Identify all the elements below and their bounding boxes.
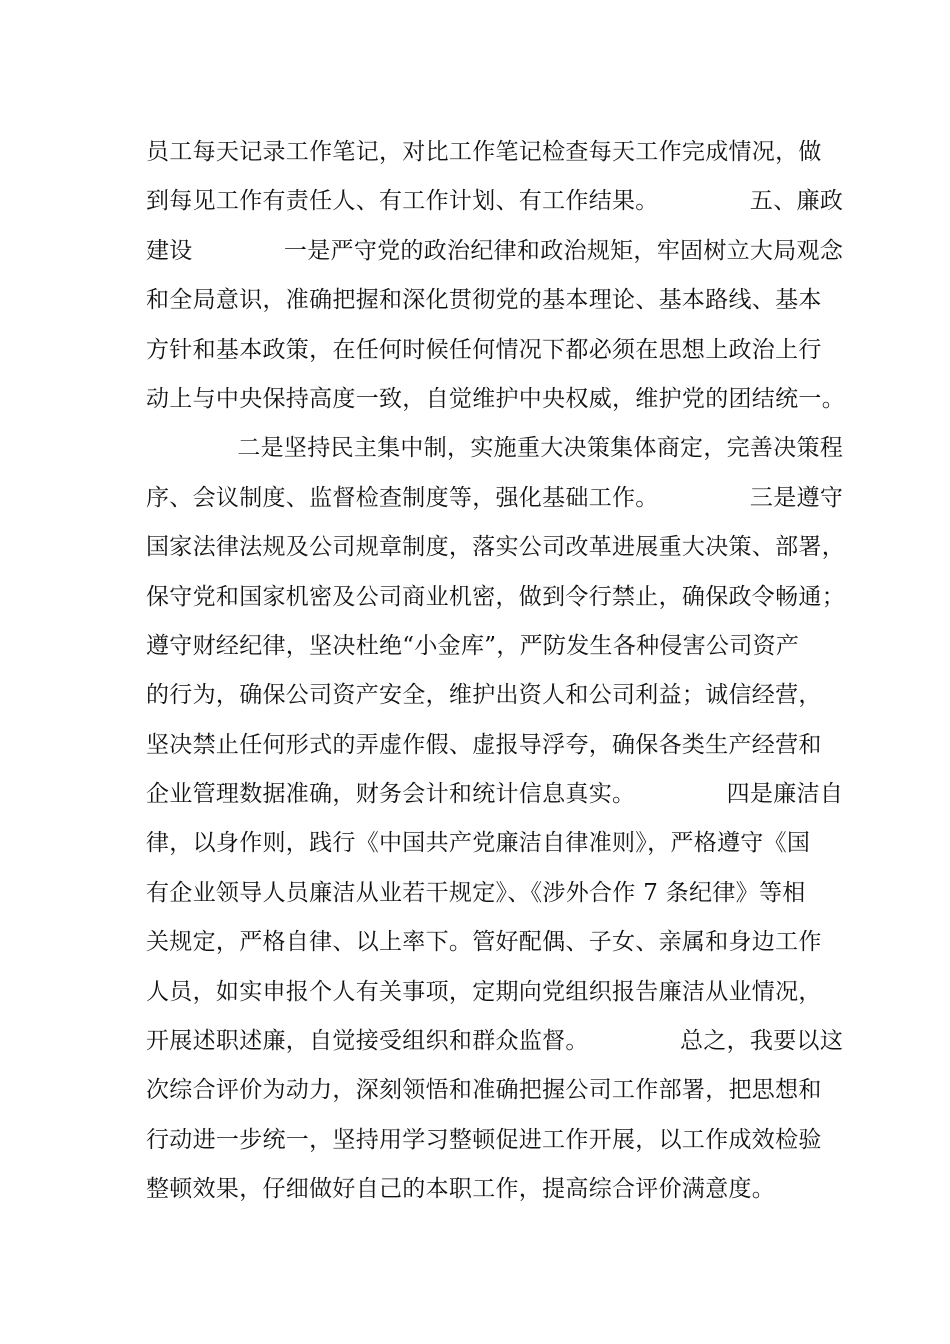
text-line: 员工每天记录工作笔记，对比工作笔记检查每天工作完成情况，做: [146, 139, 822, 165]
text-line: 动上与中央保持高度一致，自觉维护中央权威，维护党的团结统一。: [146, 385, 845, 412]
text-line: 序、会议制度、监督检查制度等，强化基础工作。 三是遵守: [146, 484, 844, 511]
text-line: 人员，如实申报个人有关事项，定期向党组织报告廉洁从业情况，: [146, 978, 822, 1005]
text-line: 开展述职述廉，自觉接受组织和群众监督。 总之，我要以这: [146, 1028, 844, 1055]
text-line: 国家法律法规及公司规章制度，落实公司改革进展重大决策、部署，: [146, 534, 845, 561]
text-line: 方针和基本政策，在任何时候任何情况下都必须在思想上政治上行: [146, 336, 822, 363]
text-line: 次综合评价为动力，深刻领悟和准确把握公司工作部署，把思想和: [146, 1077, 822, 1104]
text-line: 有企业领导人员廉洁从业若干规定》、《涉外合作 7 条纪律》等相: [146, 879, 806, 906]
text-line: 坚决禁止任何形式的弄虚作假、虚报导浮夸，确保各类生产经营和: [146, 731, 822, 758]
text-line: 建设 一是严守党的政治纪律和政治规矩，牢固树立大局观念: [146, 237, 844, 264]
text-line: 律，以身作则，践行《中国共产党廉洁自律准则》，严格遵守《国: [146, 830, 811, 857]
text-line: 到每见工作有责任人、有工作计划、有工作结果。 五、廉政: [146, 188, 844, 215]
text-line: 二是坚持民主集中制，实施重大决策集体商定，完善决策程: [146, 435, 844, 462]
text-line: 关规定，严格自律、以上率下。管好配偶、子女、亲属和身边工作: [146, 929, 822, 956]
text-line: 整顿效果，仔细做好自己的本职工作，提高综合评价满意度。: [146, 1176, 776, 1203]
text-line: 遵守财经纪律，坚决杜绝“小金库”，严防发生各种侵害公司资产: [146, 632, 800, 659]
text-line: 的行为，确保公司资产安全，维护出资人和公司利益；诚信经营，: [146, 682, 822, 709]
text-line: 行动进一步统一，坚持用学习整顿促进工作开展，以工作成效检验: [146, 1126, 822, 1153]
body-text: [146, 128, 845, 1215]
text-line: 保守党和国家机密及公司商业机密，做到令行禁止，确保政令畅通；: [146, 583, 845, 610]
text-line: 和全局意识，准确把握和深化贯彻党的基本理论、基本路线、基本: [146, 287, 822, 314]
text-line: 企业管理数据准确，财务会计和统计信息真实。 四是廉洁自: [146, 781, 844, 808]
